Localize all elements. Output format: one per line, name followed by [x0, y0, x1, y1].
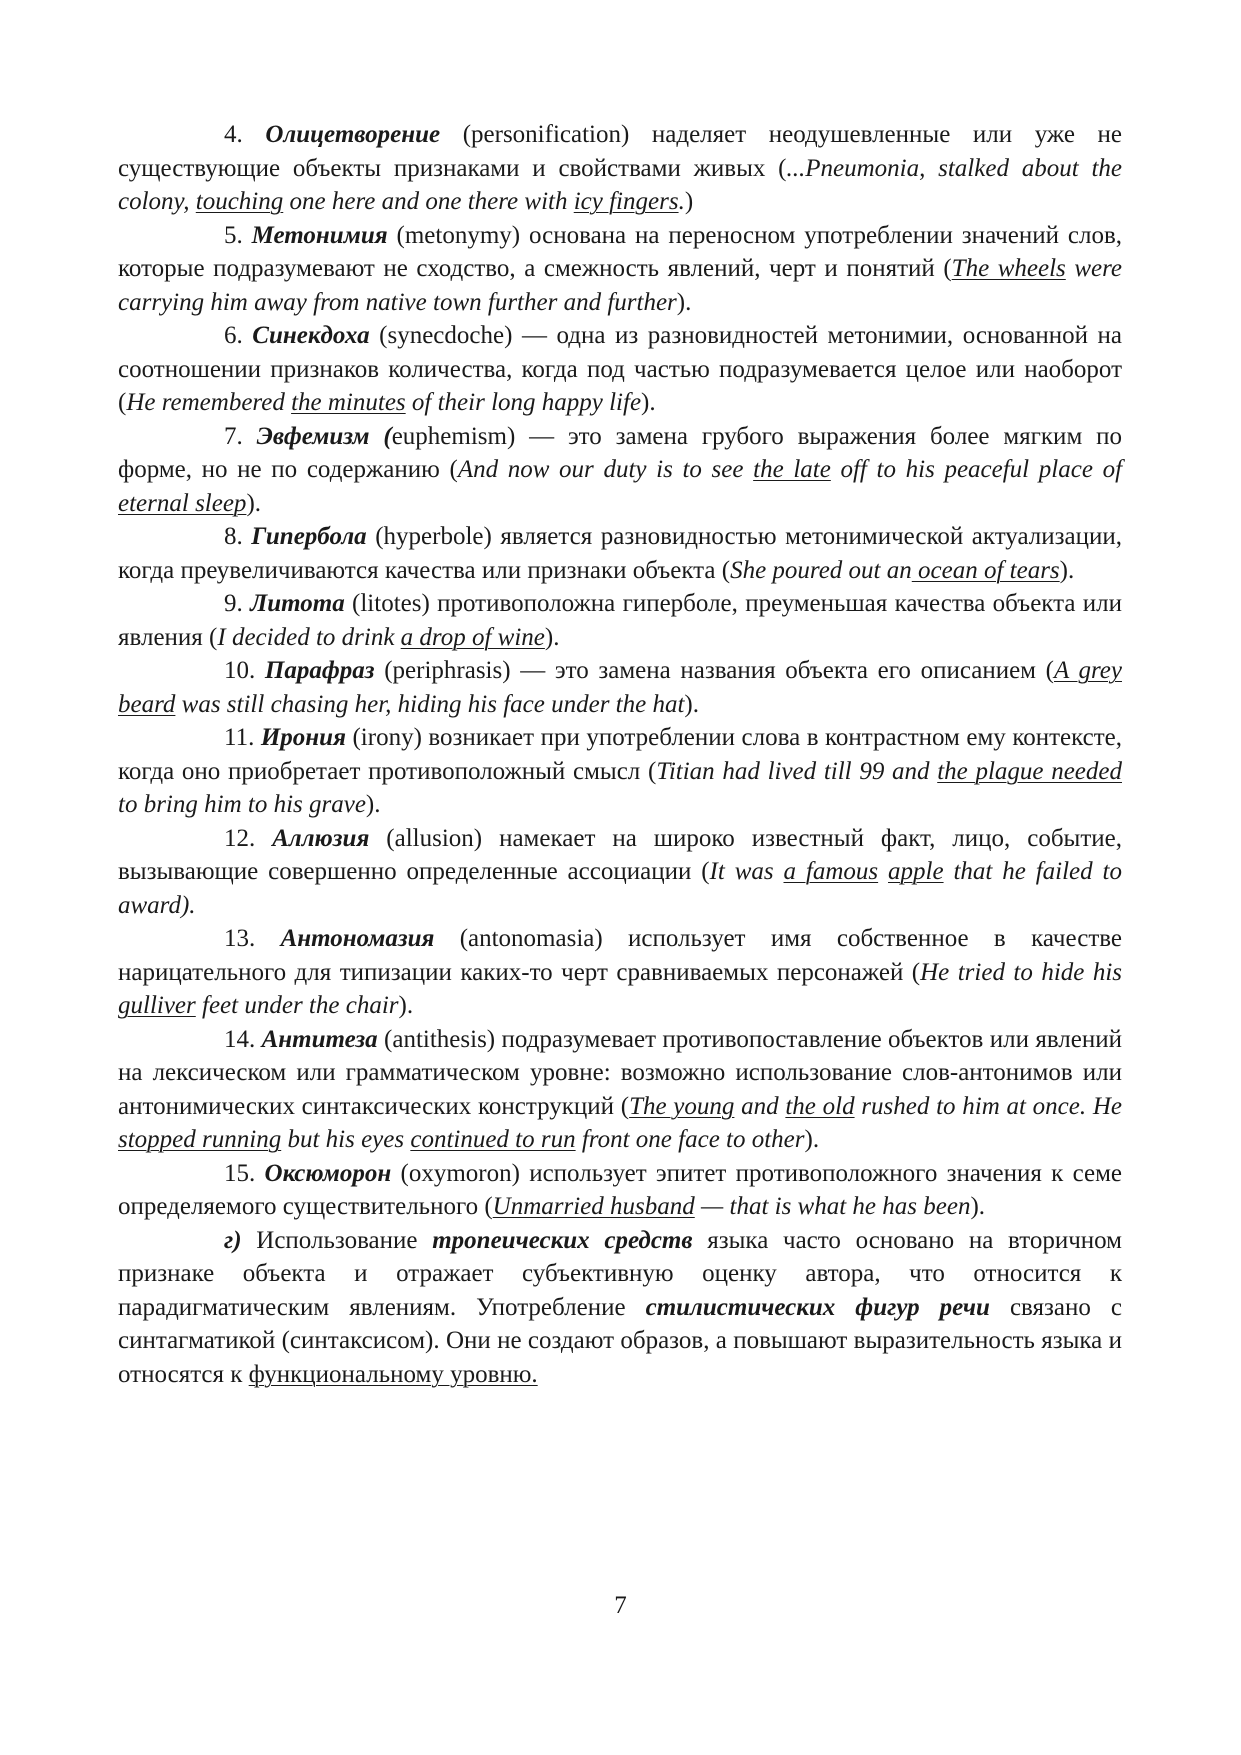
- paragraph-antithesis: [118, 1023, 1122, 1157]
- segment: (oxymoron) использует эпитет противоположного значения к семе определяемого существительного (: [118, 1159, 1122, 1220]
- segment: ).: [1059, 556, 1075, 584]
- example: of their long happy life: [405, 389, 642, 416]
- segment: (irony) возникает при употреблении слова в контрастном ему контексте, когда оно приобретает противоположный смысл (: [118, 724, 1122, 785]
- example: Titian had lived till 99 and: [656, 757, 938, 785]
- segment: 10.: [224, 657, 265, 684]
- example: to bring him to his grave: [118, 791, 366, 818]
- example-underlined: continued to run: [410, 1126, 576, 1153]
- segment: 9.: [224, 590, 251, 617]
- term: Аллюзия: [272, 824, 370, 852]
- term: Парафраз: [264, 657, 375, 684]
- segment: ).: [676, 288, 692, 316]
- segment: ).: [641, 389, 656, 416]
- term: тропеических средств: [432, 1226, 693, 1254]
- paragraph-allusion: [118, 822, 1122, 923]
- example-underlined: ocean of tears: [911, 556, 1060, 584]
- example-underlined: The wheels: [951, 255, 1066, 282]
- example: He remembered: [126, 389, 292, 416]
- page-number: 7: [614, 1592, 627, 1619]
- example: was still chasing her, hiding his face under the hat: [175, 690, 685, 718]
- term: Антитеза: [261, 1025, 378, 1053]
- term: Антономазия: [280, 925, 435, 952]
- example: .: [678, 188, 685, 215]
- segment: ).: [970, 1193, 986, 1220]
- example: She poured out an: [730, 556, 912, 584]
- paragraph-metonymy: [118, 219, 1122, 320]
- example: rushed to him at once. He: [854, 1092, 1122, 1120]
- example: off to his peaceful place of: [830, 456, 1123, 483]
- term: Метонимия: [251, 221, 388, 249]
- example-underlined: gulliver: [118, 992, 196, 1019]
- example: It was: [709, 858, 784, 885]
- example: that he failed to award).: [118, 858, 1122, 919]
- paragraph-litotes: [118, 587, 1122, 654]
- example: He tried to hide his: [920, 958, 1123, 986]
- example: front one face to other: [575, 1126, 805, 1153]
- segment: 4.: [224, 121, 266, 148]
- example-underlined: the old: [785, 1092, 855, 1120]
- paragraph-synecdoche: [118, 319, 1122, 420]
- term: Гипербола: [251, 523, 367, 550]
- segment: ).: [684, 690, 699, 718]
- paragraph-periphrasis: [118, 654, 1122, 721]
- example-underlined: apple: [888, 858, 944, 885]
- paragraph-tropes-and-figures: [118, 1224, 1122, 1392]
- segment: (allusion) намекает на широко известный факт, лицо, событие, вызывающие совершенно определенные ассоциации (: [118, 824, 1122, 885]
- example-underlined: A grey beard: [118, 657, 1122, 718]
- segment: Использование: [241, 1226, 433, 1254]
- segment: ).: [544, 623, 560, 651]
- segment: 7.: [224, 422, 257, 450]
- segment: (metonymy) основана на переносном употреблении значений слов, которые подразумевают не сходство, а смежность явлений, черт и понятий (: [118, 221, 1122, 282]
- segment: связано с синтагматикой (синтаксисом). Они не создают образов, а повышают выразительность языка и относятся к: [118, 1293, 1122, 1388]
- example-underlined: the plague needed: [937, 757, 1122, 785]
- example-underlined: the late: [753, 456, 831, 483]
- example: [878, 858, 888, 885]
- segment: ).: [804, 1126, 820, 1153]
- segment: (personification) наделяет неодушевленные или уже не существующие объекты признаками и свойствами живых (: [118, 121, 1123, 182]
- example: feet under the chair: [195, 992, 399, 1019]
- example: I decided to drink: [217, 623, 401, 651]
- term: Оксюморон: [264, 1159, 392, 1187]
- paragraph-oxymoron: [118, 1157, 1122, 1224]
- segment: euphemism) — это замена грубого выражения более мягким по форме, но не по содержанию (: [118, 422, 1122, 483]
- paragraph-antonomasia: [118, 922, 1122, 1023]
- segment: ).: [246, 489, 262, 517]
- example-underlined: The young: [629, 1092, 735, 1120]
- segment: (periphrasis) — это замена названия объекта его описанием (: [374, 657, 1054, 684]
- term: Литота: [250, 590, 345, 617]
- segment: (synecdoche) — одна из разновидностей метонимии, основанной на соотношении признаков количества, когда под частью подразумевается целое или наоборот (: [118, 322, 1123, 416]
- example-underlined: eternal sleep: [118, 489, 247, 517]
- paragraph-hyperbole: [118, 520, 1122, 587]
- term: Синекдоха: [252, 322, 370, 349]
- segment: (antonomasia) использует имя собственное в качестве нарицательного для типизации каких-то черт сравниваемых персонажей (: [118, 925, 1123, 986]
- example-underlined: Unmarried husband: [492, 1193, 695, 1220]
- example: and: [734, 1092, 786, 1120]
- segment: (litotes) противоположна гиперболе, преуменьшая качества объекта или явления (: [118, 590, 1122, 651]
- paragraph-euphemism: [118, 420, 1122, 521]
- document-page: [118, 118, 1122, 1391]
- segment: (antithesis) подразумевает противопоставление объектов или явлений на лексическом или грамматическом уровне: возможно использование слов-антонимов или антонимических синтаксических конструкций (: [118, 1025, 1123, 1120]
- term: Эвфемизм (: [256, 422, 392, 450]
- segment: 6.: [224, 322, 253, 349]
- term: стилистических фигур речи: [645, 1293, 990, 1321]
- segment: 11.: [224, 724, 261, 751]
- example-underlined: the minutes: [291, 389, 406, 416]
- term: Олицетворение: [265, 121, 441, 148]
- term: Ирония: [260, 724, 346, 751]
- example: ...Pneumonia, stalked about the colony,: [118, 154, 1122, 215]
- example: — that is what he has been: [694, 1193, 971, 1220]
- example-underlined: icy fingers: [573, 188, 679, 215]
- segment: ): [684, 188, 694, 215]
- segment: 14.: [224, 1025, 262, 1053]
- example: were carrying him away from native town further and further: [118, 255, 1123, 316]
- paragraph-irony: [118, 721, 1122, 822]
- example-underlined: touching: [195, 188, 284, 215]
- example-underlined: stopped running: [118, 1126, 282, 1153]
- segment: ).: [398, 992, 414, 1019]
- paragraph-personification: [118, 118, 1122, 219]
- term: г): [224, 1226, 242, 1254]
- segment: языка часто основано на вторичном признаке объекта и отражает субъективную оценку автора, что относится к парадигматическим явлениям. Употребление: [118, 1226, 1123, 1321]
- segment: 15.: [224, 1159, 265, 1187]
- example-underlined: a drop of wine: [400, 623, 545, 651]
- segment: 13.: [224, 925, 281, 952]
- example-underlined: a famous: [783, 858, 879, 885]
- example: one here and one there with: [283, 188, 574, 215]
- segment: 12.: [224, 824, 273, 852]
- segment: (hyperbole) является разновидностью метонимической актуализации, когда преувеличиваются качества или признаки объекта (: [118, 523, 1122, 584]
- segment: 5.: [224, 221, 252, 249]
- segment: ).: [365, 791, 381, 818]
- underlined-text: функциональному уровню.: [248, 1360, 538, 1388]
- example: but his eyes: [281, 1126, 411, 1153]
- example: And now our duty is to see: [457, 456, 754, 483]
- segment: 8.: [224, 523, 252, 550]
